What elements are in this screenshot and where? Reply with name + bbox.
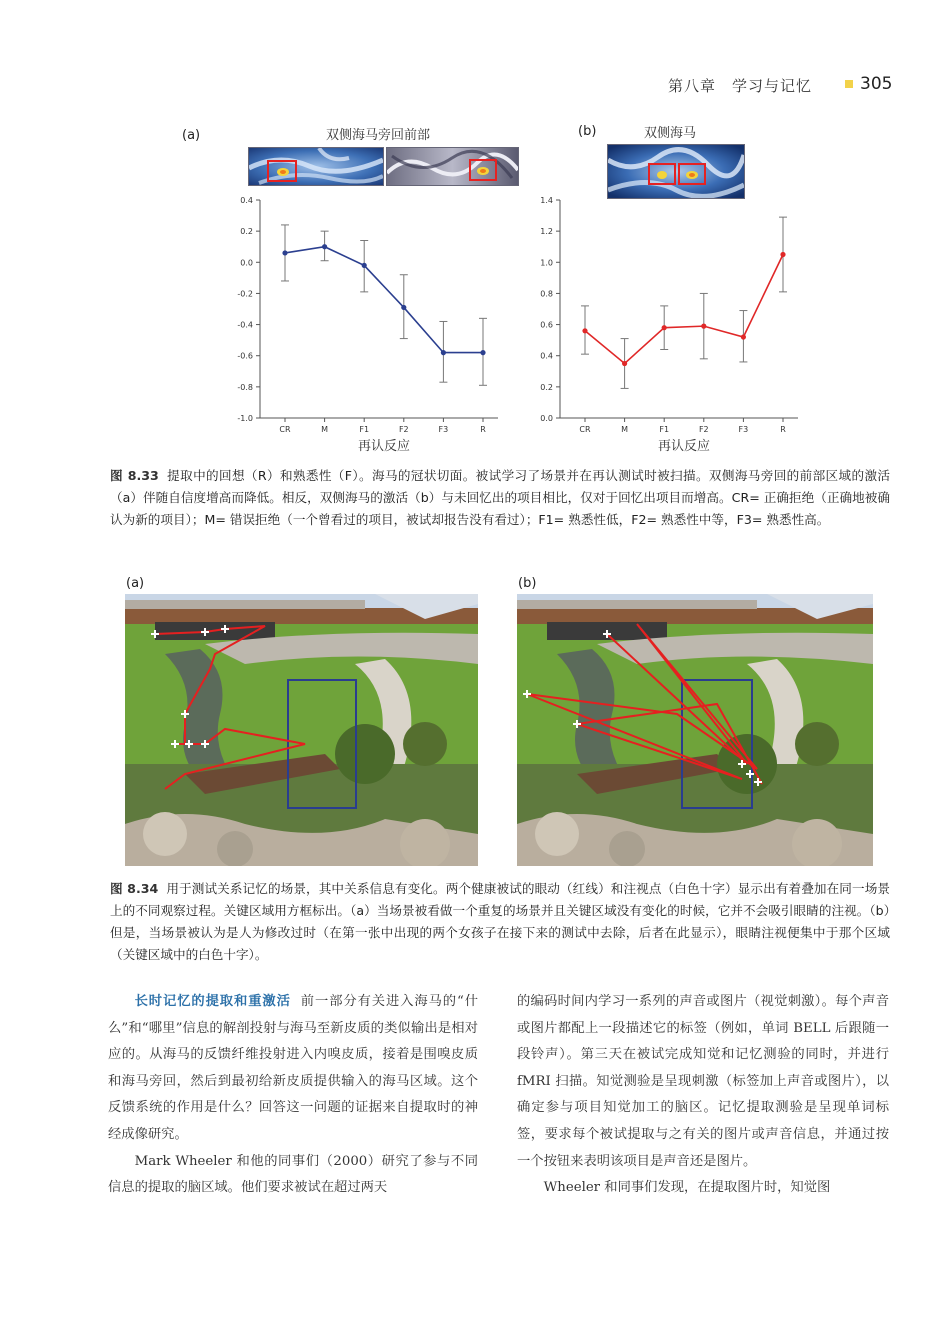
figure-833-label: 图 8.33 — [110, 468, 159, 483]
data-point — [701, 324, 706, 329]
chart-b — [515, 190, 815, 460]
chapter-header: 第八章 学习与记忆 — [668, 77, 813, 95]
page-number: 305 — [860, 74, 893, 94]
y-tick-label: 1.0 — [540, 258, 553, 268]
y-tick-label: -0.8 — [237, 382, 253, 392]
figure-833-caption-text: 提取中的回想（R）和熟悉性（F）。海马的冠状切面。被试学习了场景并在再认测试时被扫描。双侧海马旁回的前部区域的激活（a）伴随自信度增高而降低。相反，双侧海马的激活（b）与未回忆出的项目相比，仅对于回忆出项目而增高。CR= 正确拒绝（正确地被确认为新的项目）；M= 错误拒绝（一个曾看过的项目，被试却报告没有看过）；F1= 熟悉性低，F2= 熟悉性中等，F3= 熟悉性高。 — [110, 468, 890, 527]
y-tick-label: 0.0 — [540, 414, 553, 423]
x-tick-label: F3 — [438, 425, 449, 434]
data-point — [480, 350, 485, 355]
figure-833-panel-a-label: (a) — [182, 128, 201, 143]
y-tick-label: 0.6 — [540, 320, 553, 330]
x-tick-label: F2 — [698, 425, 709, 434]
y-tick-label: 0.2 — [540, 382, 553, 392]
x-tick-label: R — [780, 425, 786, 434]
y-tick-label: -1.0 — [237, 414, 253, 423]
roi-box — [469, 159, 497, 181]
x-tick-label: CR — [579, 425, 591, 434]
x-tick-label: CR — [279, 425, 291, 434]
figure-833-panel-a-scan-title: 双侧海马旁回前部 — [326, 128, 431, 143]
data-point — [441, 350, 446, 355]
x-tick-label: F3 — [738, 425, 749, 434]
section-heading: 长时记忆的提取和重激活 — [134, 994, 291, 1009]
body-right-paragraph-1: 的编码时间内学习一系列的声音或图片（视觉刺激）。每个声音或图片都配上一段描述它的标签（例如，单词 BELL 后跟随一段铃声）。第三天在被试完成知觉和记忆测验的同时，并进行 fMRI 扫描。知觉测验是呈现刺激（标签加上声音或图片），以确定参与项目知觉加工的脑区。记忆提取测验是呈现单词标签，要求每个被试提取与之有关的图片或声音信息，并通过按一个按钮来表明该项目是声音还是图片。 — [517, 994, 889, 1169]
body-right-paragraph-2: Wheeler 和同事们发现，在提取图片时，知觉图 — [543, 1180, 831, 1196]
y-tick-label: 0.8 — [540, 289, 553, 299]
x-tick-label: F2 — [398, 425, 409, 434]
body-left-paragraph-2: Mark Wheeler 和他的同事们（2000）研究了参与不同信息的提取的脑区域。他们要求被试在超过两天 — [108, 1153, 478, 1196]
body-right-column — [517, 989, 889, 1202]
y-tick-label: 0.0 — [240, 258, 253, 268]
x-tick-label: R — [480, 425, 486, 434]
body-left-paragraph-1: 长时记忆的提取和重激活 前一部分有关进入海马的“什么”和“哪里”信息的解剖投射与海马至新皮质的类似输出是相对应的。从海马的反馈纤维投射进入内嗅皮质，接着是围嗅皮质和海马旁回，然后到最初给新皮质提供输入的海马区域。这个反馈系统的作用是什么？回答这一问题的证据来自提取时的神经成像研究。 — [108, 994, 478, 1142]
mri-scan-a-right — [386, 147, 519, 186]
figure-833-panel-b-label: (b) — [578, 124, 597, 139]
y-tick-label: 1.2 — [540, 227, 553, 237]
data-point — [662, 325, 667, 330]
series-line — [285, 247, 483, 353]
roi-box-left — [648, 163, 676, 185]
figure-833-panel-b-scan-title: 双侧海马 — [644, 126, 697, 141]
y-tick-label: 1.4 — [540, 196, 553, 205]
figure-833-caption — [110, 465, 890, 531]
scene-photo-a — [125, 594, 478, 866]
data-point — [322, 244, 327, 249]
y-tick-label: 0.4 — [240, 196, 253, 205]
header-separator-dot — [845, 80, 853, 88]
figure-834-label: 图 8.34 — [110, 881, 159, 896]
data-point — [401, 305, 406, 310]
data-point — [582, 328, 587, 333]
roi-box-right — [678, 163, 706, 185]
y-tick-label: -0.6 — [237, 351, 253, 361]
figure-834-caption — [110, 878, 890, 966]
scene-photo-b — [517, 594, 873, 866]
x-axis-label: 再认反应 — [657, 439, 711, 454]
figure-834-panel-a-label: (a) — [126, 576, 145, 591]
x-tick-label: F1 — [659, 425, 670, 434]
data-point — [741, 334, 746, 339]
x-axis-label: 再认反应 — [357, 439, 411, 454]
chart-a — [215, 190, 515, 460]
data-point — [622, 361, 627, 366]
data-point — [780, 252, 785, 257]
x-tick-label: M — [621, 425, 629, 434]
mri-scan-a-left — [248, 147, 384, 186]
y-tick-label: 0.2 — [240, 227, 253, 237]
y-tick-label: -0.2 — [237, 289, 253, 299]
x-tick-label: F1 — [359, 425, 370, 434]
data-point — [282, 250, 287, 255]
roi-box — [267, 160, 297, 182]
series-line — [585, 255, 783, 364]
y-tick-label: 0.4 — [540, 351, 553, 361]
figure-834-caption-text: 用于测试关系记忆的场景，其中关系信息有变化。两个健康被试的眼动（红线）和注视点（白色十字）显示出有着叠加在同一场景上的不同观察过程。关键区域用方框标出。（a）当场景被看做一个重复的场景并且关键区域没有变化的时候，它并不会吸引眼睛的注视。（b）但是，当场景被认为是人为修改过时（在第一张中出现的两个女孩子在接下来的测试中去除，后者在此显示），眼睛注视便集中于那个区域（关键区域中的白色十字）。 — [110, 881, 890, 962]
body-left-column — [108, 989, 478, 1202]
data-point — [362, 263, 367, 268]
y-tick-label: -0.4 — [237, 320, 253, 330]
x-tick-label: M — [321, 425, 329, 434]
figure-834-panel-b-label: (b) — [518, 576, 537, 591]
